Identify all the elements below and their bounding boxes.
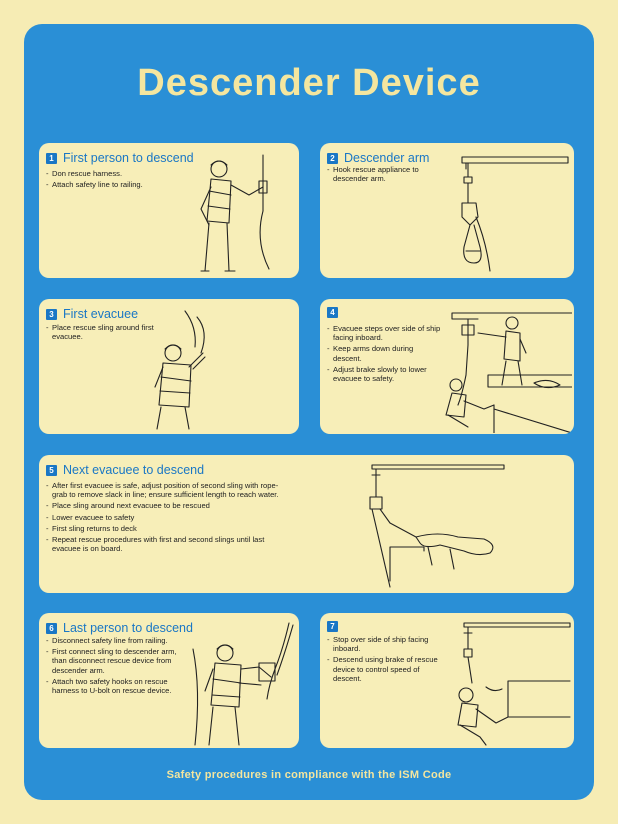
evacuee-descending-illustration	[438, 305, 572, 433]
step-list	[46, 169, 171, 191]
step-item: - Descend using brake of rescue device to control speed of descent.	[327, 655, 445, 683]
page-title: Descender Device	[137, 62, 481, 104]
step-item: - Place sling around next evacuee to be rescued	[46, 501, 291, 510]
step-list	[327, 165, 452, 185]
panel-step-2	[320, 143, 574, 278]
panel-heading: First person to descend	[63, 151, 194, 165]
step-number-badge: 4	[327, 307, 338, 318]
step-number-badge: 1	[46, 153, 57, 164]
step-item: - Stop over side of ship facing inboard.	[327, 635, 445, 653]
second-sling-illustration	[354, 461, 564, 591]
panel-step-6	[39, 613, 299, 748]
panel-heading: First evacuee	[63, 307, 139, 321]
panel-header	[46, 151, 194, 165]
step-item: - Attach two safety hooks on rescue harness to U-bolt on rescue device.	[46, 677, 186, 695]
panel-step-3	[39, 299, 299, 434]
panel-step-5	[39, 455, 574, 593]
step-list	[327, 635, 445, 685]
panel-step-7	[320, 613, 574, 748]
panel-step-4	[320, 299, 574, 434]
panel-heading: Descender arm	[344, 151, 430, 165]
panel-header	[327, 621, 344, 632]
step-item: - Attach safety line to railing.	[46, 180, 171, 189]
self-descent-illustration	[446, 619, 572, 747]
step-item: - Repeat rescue procedures with first and second slings until last evacuee is on board.	[46, 535, 291, 553]
step-item: - First connect sling to descender arm, than disconnect rescue device from descender arm.	[46, 647, 186, 675]
step-item: - After first evacuee is safe, adjust position of second sling with rope-grab to remove slack in line; ensure sufficient length to reach water.	[46, 481, 291, 499]
poster	[24, 24, 594, 800]
step-list	[46, 636, 186, 697]
step-item: - Adjust brake slowly to lower evacuee to safety.	[327, 365, 442, 383]
descender-arm-illustration	[450, 151, 570, 276]
step-item: - Place rescue sling around first evacuee.	[46, 323, 166, 341]
step-item: - Keep arms down during descent.	[327, 344, 442, 362]
panel-header	[46, 463, 204, 477]
footer-note: Safety procedures in compliance with the ISM Code	[166, 769, 452, 781]
step-number-badge: 7	[327, 621, 338, 632]
step-item: - Don rescue harness.	[46, 169, 171, 178]
last-person-illustration	[189, 619, 297, 747]
panel-header	[327, 307, 344, 318]
panel-header	[327, 151, 429, 165]
step-list	[327, 324, 442, 385]
step-number-badge: 5	[46, 465, 57, 476]
panel-heading: Next evacuee to descend	[63, 463, 205, 477]
person-harness-illustration	[179, 151, 289, 276]
step-item: - Hook rescue appliance to descender arm.	[327, 165, 452, 183]
step-item: - First sling returns to deck	[46, 524, 291, 533]
panel-step-1	[39, 143, 299, 278]
step-number-badge: 3	[46, 309, 57, 320]
step-number-badge: 6	[46, 623, 57, 634]
evacuee-sling-illustration	[139, 307, 239, 432]
panel-heading: Last person to descend	[63, 621, 193, 635]
panel-header	[46, 307, 138, 321]
step-list	[46, 481, 291, 555]
step-item: - Lower evacuee to safety	[46, 513, 291, 522]
step-item: - Evacuee steps over side of ship facing inboard.	[327, 324, 442, 342]
step-number-badge: 2	[327, 153, 338, 164]
step-item: - Disconnect safety line from railing.	[46, 636, 186, 645]
panel-header	[46, 621, 193, 635]
